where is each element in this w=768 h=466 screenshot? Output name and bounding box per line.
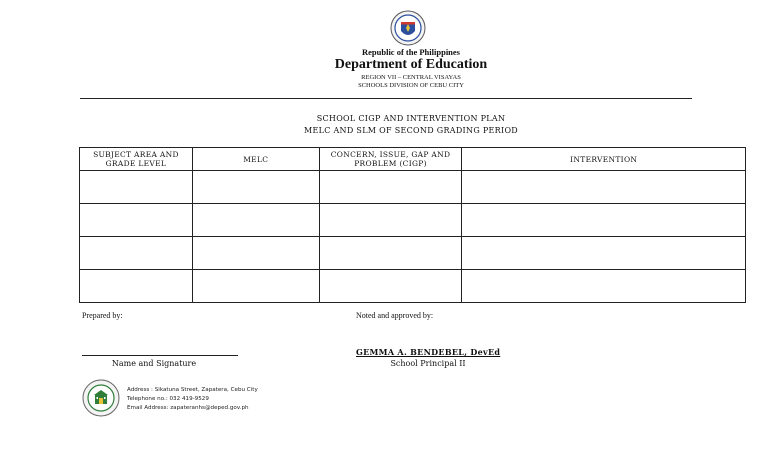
header-divider [80,98,692,99]
table-cell[interactable] [462,171,746,204]
table-cell[interactable] [192,270,319,303]
table-cell[interactable] [192,171,319,204]
footer-email: Email Address: zapateranhs@deped.gov.ph [127,405,249,411]
principal-position: School Principal II [390,359,466,368]
table-cell[interactable] [319,171,462,204]
table-cell[interactable] [462,204,746,237]
column-header-melc: MELC [192,148,319,171]
table-cell[interactable] [80,270,193,303]
table-cell[interactable] [319,204,462,237]
document-subtitle: MELC AND SLM OF SECOND GRADING PERIOD [303,126,519,135]
name-signature-caption: Name and Signature [111,359,197,368]
table-row [80,171,746,204]
republic-heading: Republic of the Philippines [361,47,460,57]
table-cell[interactable] [462,237,746,270]
region-heading: REGION VII – CENTRAL VISAYAS [361,74,461,81]
table-row [80,204,746,237]
table-cell[interactable] [192,204,319,237]
prepared-by-label: Prepared by: [82,311,123,320]
intervention-plan-table [79,147,746,303]
table-cell[interactable] [319,237,462,270]
column-header-subject: SUBJECT AREA AND GRADE LEVEL [80,148,193,171]
table-cell[interactable] [80,237,193,270]
table-cell[interactable] [80,204,193,237]
document-title: SCHOOL CIGP AND INTERVENTION PLAN [316,114,506,123]
principal-name: GEMMA A. BENDEBEL, DevEd [356,347,501,357]
table-cell[interactable] [462,270,746,303]
noted-by-label: Noted and approved by: [356,311,434,320]
table-row [80,270,746,303]
column-header-intervention: INTERVENTION [462,148,746,171]
division-heading: SCHOOLS DIVISION OF CEBU CITY [358,82,464,89]
table-row [80,237,746,270]
table-cell[interactable] [319,270,462,303]
deped-seal-icon [390,10,426,46]
table-header-row [80,148,746,171]
table-cell[interactable] [80,171,193,204]
footer-telephone: Telephone no.: 032 419-9529 [127,396,209,402]
department-heading: Department of Education [334,57,488,72]
column-header-cigp: CONCERN, ISSUE, GAP AND PROBLEM (CIGP) [319,148,462,171]
table-cell[interactable] [192,237,319,270]
school-seal-icon [82,379,120,417]
footer-address: Address : Sikatuna Street, Zapatera, Cebu City [127,387,258,393]
signature-line [82,355,238,356]
